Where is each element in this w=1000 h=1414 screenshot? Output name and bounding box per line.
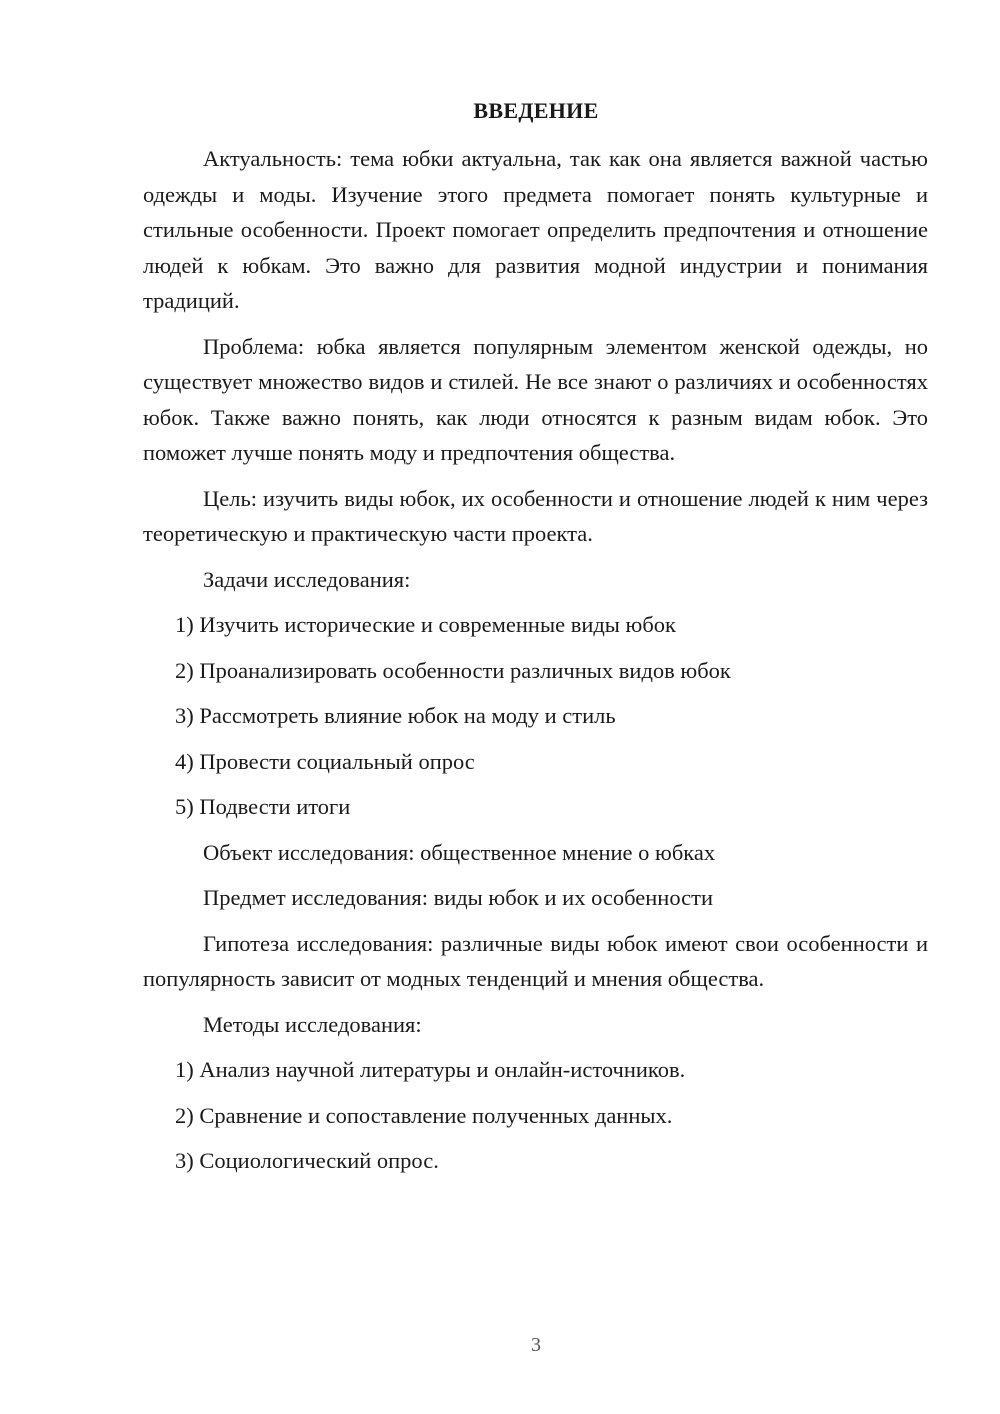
list-item: 4) Провести социальный опрос <box>175 748 475 774</box>
page-number: 3 <box>531 1334 541 1356</box>
hypothesis-paragraph: Гипотеза исследования: различные виды юбок имеют свои особенности и популярность зависит от модных тенденций и мнения общества. <box>143 930 928 991</box>
list-item: 2) Проанализировать особенности различных видов юбок <box>175 657 731 683</box>
problem-paragraph: Проблема: юбка является популярным элементом женской одежды, но существует множество видов и стилей. Не все знают о различиях и особенностях юбок. Также важно понять, как люди относятся к разным видам юбок. Это поможет лучше понять моду и предпочтения общества. <box>143 333 928 465</box>
document-body <box>143 141 928 1189</box>
object-paragraph: Объект исследования: общественное мнение о юбках <box>203 839 716 865</box>
goal-paragraph: Цель: изучить виды юбок, их особенности и отношение людей к ним через теоретическую и практическую части проекта. <box>143 485 928 546</box>
page-title: ВВЕДЕНИЕ <box>473 98 599 123</box>
list-item: 2) Сравнение и сопоставление полученных данных. <box>175 1102 673 1128</box>
list-item: 3) Социологический опрос. <box>175 1148 439 1173</box>
list-item: 5) Подвести итоги <box>175 794 351 819</box>
list-item: 1) Анализ научной литературы и онлайн-источников. <box>175 1057 686 1082</box>
relevance-paragraph: Актуальность: тема юбки актуальна, так как она является важной частью одежды и моды. Изучение этого предмета помогает понять культурные и стильные особенности. Проект помогает определить предпочтения и отношение людей к юбкам. Это важно для развития модной индустрии и понимания традиций. <box>143 146 928 313</box>
list-item: 1) Изучить исторические и современные виды юбок <box>175 612 676 637</box>
subject-paragraph: Предмет исследования: виды юбок и их особенности <box>203 885 714 910</box>
list-item: 3) Рассмотреть влияние юбок на моду и стиль <box>175 703 616 728</box>
methods-list <box>143 1052 928 1179</box>
tasks-heading: Задачи исследования: <box>203 566 411 592</box>
methods-heading: Методы исследования: <box>203 1011 422 1037</box>
tasks-list <box>143 607 928 825</box>
